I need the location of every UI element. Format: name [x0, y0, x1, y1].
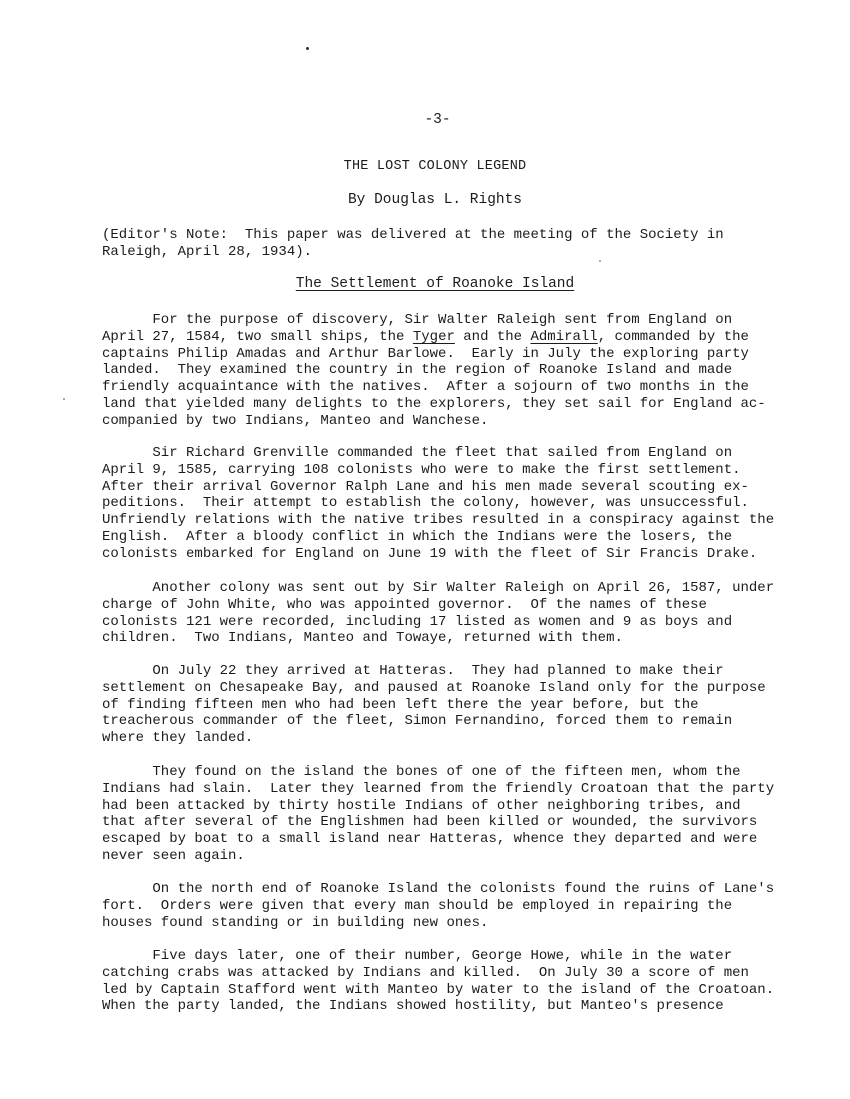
paragraph-line: treacherous commander of the fleet, Simon Fernandino, forced them to remain	[102, 713, 733, 730]
paragraph-line: landed. They examined the country in the region of Roanoke Island and made	[102, 362, 733, 379]
paragraph-line: Unfriendly relations with the native tribes resulted in a conspiracy against the	[102, 512, 775, 529]
ship-name-admirall: Admirall	[530, 328, 598, 345]
paragraph-line: When the party landed, the Indians showed hostility, but Manteo's presence	[102, 998, 724, 1015]
paragraph-line: settlement on Chesapeake Bay, and paused at Roanoke Island only for the purpose	[102, 679, 766, 696]
paragraph-line: On July 22 they arrived at Hatteras. They had planned to make their	[102, 663, 724, 679]
paragraph-line: never seen again.	[102, 847, 245, 864]
paragraph-line: where they landed.	[102, 730, 254, 747]
page-number: -3-	[424, 112, 451, 128]
paragraph-line: had been attacked by thirty hostile Indians of other neighboring tribes, and	[102, 797, 741, 814]
paragraph-line: Sir Richard Grenville commanded the fleet that sailed from England on	[102, 445, 733, 461]
paragraph-1	[102, 312, 782, 430]
paragraph-line: They found on the island the bones of one of the fifteen men, whom the	[102, 764, 741, 780]
paragraph-7	[102, 948, 782, 1015]
paragraph-2	[102, 445, 782, 563]
paragraph-line: captains Philip Amadas and Arthur Barlowe. Early in July the exploring party	[102, 345, 749, 362]
paragraph-line: land that yielded many delights to the explorers, they set sail for England ac-	[102, 395, 766, 412]
ink-speck	[306, 47, 309, 50]
paragraph-line: catching crabs was attacked by Indians and killed. On July 30 a score of men	[102, 964, 749, 981]
paragraph-4	[102, 663, 782, 747]
paragraph-5	[102, 764, 782, 865]
editors-note	[102, 227, 782, 261]
paragraph-3	[102, 580, 782, 647]
paragraph-line: Another colony was sent out by Sir Walter Raleigh on April 26, 1587, under	[102, 580, 775, 596]
line-text: , commanded by the	[597, 328, 749, 345]
paragraph-line: Five days later, one of their number, George Howe, while in the water	[102, 948, 733, 964]
paragraph-line: Indians had slain. Later they learned from the friendly Croatoan that the party	[102, 780, 775, 797]
paragraph-6	[102, 881, 782, 931]
paragraph-line: of finding fifteen men who had been left there the year before, but the	[102, 696, 699, 713]
paragraph-line: English. After a bloody conflict in which the Indians were the losers, the	[102, 528, 733, 545]
paragraph-line: companied by two Indians, Manteo and Wanchese.	[102, 412, 489, 429]
paragraph-line: For the purpose of discovery, Sir Walter Raleigh sent from England on	[102, 312, 733, 328]
paragraph-line: peditions. Their attempt to establish the colony, however, was unsuccessful.	[102, 495, 749, 512]
paragraph-line: On the north end of Roanoke Island the colonists found the ruins of Lane's	[102, 881, 775, 897]
paragraph-line: colonists embarked for England on June 19 with the fleet of Sir Francis Drake.	[102, 545, 758, 562]
ship-name-tyger: Tyger	[412, 328, 455, 345]
paragraph-line: friendly acquaintance with the natives. After a sojourn of two months in the	[102, 379, 749, 396]
editors-note-line: (Editor's Note: This paper was delivered at the meeting of the Society in	[102, 227, 724, 243]
paragraph-line: April 9, 1585, carrying 108 colonists who were to make the first settlement.	[102, 461, 741, 478]
paragraph-line: that after several of the Englishmen had been killed or wounded, the survivors	[102, 814, 758, 831]
paragraph-line: colonists 121 were recorded, including 17 listed as women and 9 as boys and	[102, 613, 733, 630]
line-text: April 27, 1584, two small ships, the	[102, 328, 413, 345]
document-title: THE LOST COLONY LEGEND	[343, 159, 527, 174]
paragraph-line: children. Two Indians, Manteo and Towaye, returned with them.	[102, 630, 623, 647]
paragraph-line: escaped by boat to a small island near Hatteras, whence they departed and were	[102, 831, 758, 848]
paragraph-line: houses found standing or in building new ones.	[102, 914, 489, 931]
paragraph-line: led by Captain Stafford went with Manteo by water to the island of the Croatoan.	[102, 981, 775, 998]
section-heading: The Settlement of Roanoke Island	[295, 276, 575, 292]
paragraph-line: After their arrival Governor Ralph Lane and his men made several scouting ex-	[102, 478, 749, 495]
ink-speck	[63, 398, 65, 400]
paragraph-line: charge of John White, who was appointed governor. Of the names of these	[102, 596, 707, 613]
paragraph-line	[102, 329, 782, 346]
editors-note-line: Raleigh, April 28, 1934).	[102, 243, 313, 260]
line-text: and the	[454, 328, 531, 345]
paragraph-line: fort. Orders were given that every man should be employed in repairing the	[102, 897, 733, 914]
author-byline: By Douglas L. Rights	[347, 192, 523, 208]
